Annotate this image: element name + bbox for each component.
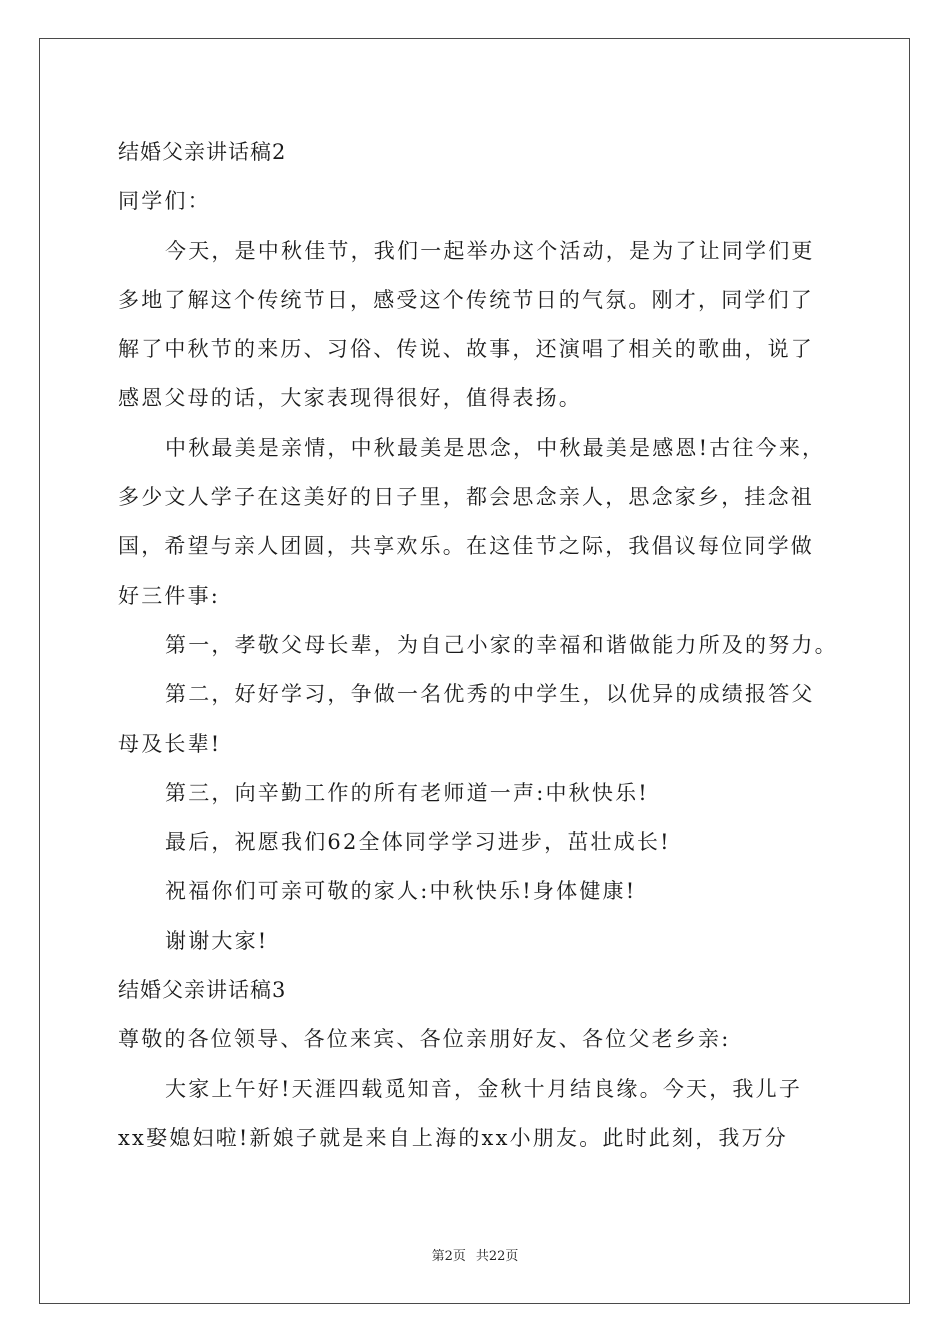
page-footer: [0, 1245, 950, 1264]
page-number: 第2页: [431, 1249, 466, 1264]
document-body: [118, 128, 858, 1163]
section-heading: 结婚父亲讲话稿3: [118, 978, 287, 1003]
text-line: 多少文人学子在这美好的日子里，都会思念亲人，思念家乡，挂念祖: [118, 485, 814, 510]
text-line: 好三件事:: [118, 583, 221, 608]
text-line: 中秋最美是亲情，中秋最美是思念，中秋最美是感恩!古往今来，: [165, 435, 826, 460]
text-line: 尊敬的各位领导、各位来宾、各位亲朋好友、各位父老乡亲:: [118, 1027, 731, 1052]
text-line: 第二，好好学习，争做一名优秀的中学生，以优异的成绩报答父: [165, 682, 815, 707]
text-line: 今天，是中秋佳节，我们一起举办这个活动，是为了让同学们更: [165, 238, 815, 263]
text-line: 谢谢大家!: [165, 928, 269, 953]
section-heading: 结婚父亲讲话稿2: [118, 140, 287, 164]
text-line: 第三，向辛勤工作的所有老师道一声:中秋快乐!: [165, 780, 649, 805]
text-line: 多地了解这个传统节日，感受这个传统节日的气氛。刚才，同学们了: [118, 287, 814, 312]
text-line: 同学们：: [118, 189, 211, 214]
text-line: 国，希望与亲人团圆，共享欢乐。在这佳节之际，我倡议每位同学做: [118, 534, 814, 559]
text-line: 大家上午好!天涯四载觅知音，金秋十月结良缘。今天，我儿子: [165, 1076, 803, 1101]
text-line: xx娶媳妇啦!新娘子就是来自上海的xx小朋友。此时此刻，我万分: [118, 1125, 789, 1150]
total-pages: 共22页: [475, 1249, 519, 1264]
text-line: 最后，祝愿我们62全体同学学习进步，茁壮成长!: [165, 830, 671, 855]
text-line: 解了中秋节的来历、习俗、传说、故事，还演唱了相关的歌曲，说了: [118, 337, 814, 362]
text-line: 母及长辈!: [118, 731, 222, 756]
text-line: 祝福你们可亲可敬的家人:中秋快乐!身体健康!: [165, 879, 637, 904]
text-line: 第一，孝敬父母长辈，为自己小家的幸福和谐做能力所及的努力。: [165, 632, 838, 657]
text-line: 感恩父母的话，大家表现得很好，值得表扬。: [118, 386, 582, 411]
